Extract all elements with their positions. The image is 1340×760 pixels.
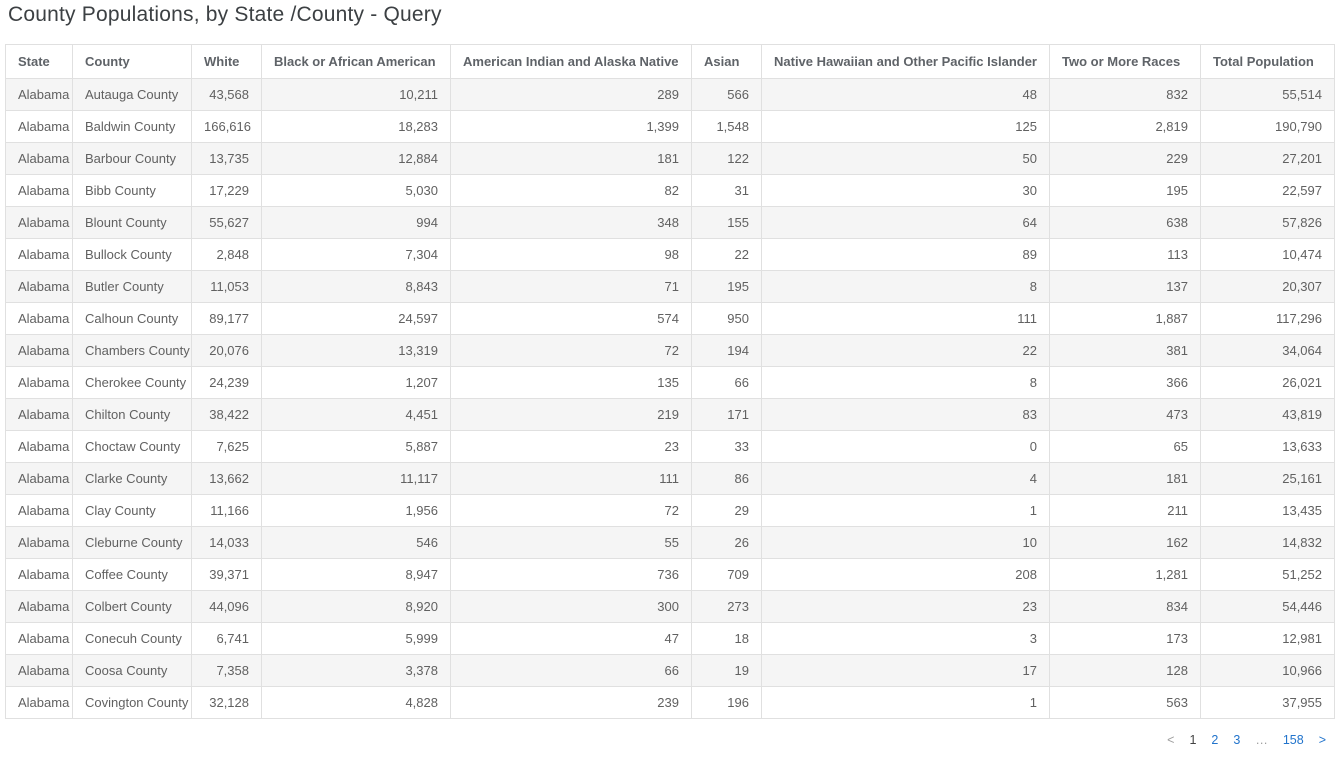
cell-total-population: 54,446 [1201, 591, 1335, 623]
table-row [6, 79, 1335, 111]
cell-native-hawaiian-and-other-pacific-islander: 111 [762, 303, 1050, 335]
cell-black-or-african-american: 18,283 [262, 111, 451, 143]
cell-county: Clarke County [73, 463, 192, 495]
cell-state: Alabama [6, 623, 73, 655]
table-row [6, 559, 1335, 591]
cell-asian: 31 [692, 175, 762, 207]
cell-county: Choctaw County [73, 431, 192, 463]
cell-state: Alabama [6, 687, 73, 719]
cell-state: Alabama [6, 111, 73, 143]
cell-state: Alabama [6, 79, 73, 111]
cell-two-or-more-races: 181 [1050, 463, 1201, 495]
page-title: County Populations, by State /County - Query [8, 3, 442, 26]
cell-native-hawaiian-and-other-pacific-islander: 8 [762, 367, 1050, 399]
table-row [6, 463, 1335, 495]
column-header-white: White [192, 45, 262, 79]
cell-native-hawaiian-and-other-pacific-islander: 10 [762, 527, 1050, 559]
table-row [6, 175, 1335, 207]
cell-state: Alabama [6, 591, 73, 623]
cell-state: Alabama [6, 143, 73, 175]
table-row [6, 303, 1335, 335]
cell-total-population: 26,021 [1201, 367, 1335, 399]
cell-white: 55,627 [192, 207, 262, 239]
cell-total-population: 22,597 [1201, 175, 1335, 207]
cell-american-indian-and-alaska-native: 111 [451, 463, 692, 495]
cell-white: 7,625 [192, 431, 262, 463]
cell-black-or-african-american: 546 [262, 527, 451, 559]
cell-county: Cherokee County [73, 367, 192, 399]
cell-state: Alabama [6, 335, 73, 367]
table-row [6, 143, 1335, 175]
data-table [5, 44, 1335, 719]
cell-white: 2,848 [192, 239, 262, 271]
column-header-county: County [73, 45, 192, 79]
cell-county: Chambers County [73, 335, 192, 367]
cell-black-or-african-american: 11,117 [262, 463, 451, 495]
cell-native-hawaiian-and-other-pacific-islander: 17 [762, 655, 1050, 687]
cell-white: 7,358 [192, 655, 262, 687]
cell-white: 24,239 [192, 367, 262, 399]
cell-two-or-more-races: 113 [1050, 239, 1201, 271]
cell-state: Alabama [6, 271, 73, 303]
cell-two-or-more-races: 1,887 [1050, 303, 1201, 335]
cell-total-population: 10,474 [1201, 239, 1335, 271]
cell-asian: 566 [692, 79, 762, 111]
cell-two-or-more-races: 162 [1050, 527, 1201, 559]
cell-two-or-more-races: 1,281 [1050, 559, 1201, 591]
cell-total-population: 12,981 [1201, 623, 1335, 655]
cell-county: Bibb County [73, 175, 192, 207]
cell-native-hawaiian-and-other-pacific-islander: 83 [762, 399, 1050, 431]
cell-native-hawaiian-and-other-pacific-islander: 64 [762, 207, 1050, 239]
cell-asian: 86 [692, 463, 762, 495]
cell-native-hawaiian-and-other-pacific-islander: 125 [762, 111, 1050, 143]
cell-native-hawaiian-and-other-pacific-islander: 3 [762, 623, 1050, 655]
pagination [1167, 733, 1326, 747]
cell-two-or-more-races: 173 [1050, 623, 1201, 655]
cell-two-or-more-races: 563 [1050, 687, 1201, 719]
cell-american-indian-and-alaska-native: 71 [451, 271, 692, 303]
cell-asian: 22 [692, 239, 762, 271]
pagination-page-current: 1 [1189, 733, 1197, 747]
cell-two-or-more-races: 381 [1050, 335, 1201, 367]
cell-native-hawaiian-and-other-pacific-islander: 30 [762, 175, 1050, 207]
cell-native-hawaiian-and-other-pacific-islander: 23 [762, 591, 1050, 623]
cell-native-hawaiian-and-other-pacific-islander: 8 [762, 271, 1050, 303]
cell-county: Butler County [73, 271, 192, 303]
pagination-next-button[interactable]: > [1318, 733, 1326, 747]
cell-two-or-more-races: 65 [1050, 431, 1201, 463]
cell-asian: 195 [692, 271, 762, 303]
cell-state: Alabama [6, 207, 73, 239]
cell-state: Alabama [6, 303, 73, 335]
cell-black-or-african-american: 4,451 [262, 399, 451, 431]
cell-county: Bullock County [73, 239, 192, 271]
cell-total-population: 14,832 [1201, 527, 1335, 559]
column-header-two-or-more-races: Two or More Races [1050, 45, 1201, 79]
cell-total-population: 55,514 [1201, 79, 1335, 111]
cell-american-indian-and-alaska-native: 239 [451, 687, 692, 719]
column-header-native-hawaiian-and-other-pacific-islander: Native Hawaiian and Other Pacific Islander [762, 45, 1050, 79]
cell-two-or-more-races: 195 [1050, 175, 1201, 207]
cell-total-population: 51,252 [1201, 559, 1335, 591]
cell-black-or-african-american: 3,378 [262, 655, 451, 687]
cell-total-population: 10,966 [1201, 655, 1335, 687]
cell-white: 13,662 [192, 463, 262, 495]
cell-state: Alabama [6, 495, 73, 527]
cell-white: 17,229 [192, 175, 262, 207]
cell-native-hawaiian-and-other-pacific-islander: 4 [762, 463, 1050, 495]
cell-white: 38,422 [192, 399, 262, 431]
cell-black-or-african-american: 5,030 [262, 175, 451, 207]
cell-native-hawaiian-and-other-pacific-islander: 1 [762, 687, 1050, 719]
cell-total-population: 43,819 [1201, 399, 1335, 431]
cell-two-or-more-races: 638 [1050, 207, 1201, 239]
pagination-ellipsis: … [1255, 733, 1268, 747]
cell-two-or-more-races: 211 [1050, 495, 1201, 527]
table-row [6, 271, 1335, 303]
cell-asian: 196 [692, 687, 762, 719]
cell-native-hawaiian-and-other-pacific-islander: 89 [762, 239, 1050, 271]
cell-native-hawaiian-and-other-pacific-islander: 48 [762, 79, 1050, 111]
cell-state: Alabama [6, 527, 73, 559]
cell-white: 6,741 [192, 623, 262, 655]
cell-total-population: 27,201 [1201, 143, 1335, 175]
cell-two-or-more-races: 229 [1050, 143, 1201, 175]
cell-state: Alabama [6, 399, 73, 431]
table-row [6, 399, 1335, 431]
cell-american-indian-and-alaska-native: 574 [451, 303, 692, 335]
cell-black-or-african-american: 994 [262, 207, 451, 239]
cell-black-or-african-american: 8,947 [262, 559, 451, 591]
cell-black-or-african-american: 12,884 [262, 143, 451, 175]
cell-county: Chilton County [73, 399, 192, 431]
cell-black-or-african-american: 10,211 [262, 79, 451, 111]
cell-asian: 29 [692, 495, 762, 527]
table-row [6, 367, 1335, 399]
cell-two-or-more-races: 137 [1050, 271, 1201, 303]
cell-two-or-more-races: 473 [1050, 399, 1201, 431]
cell-black-or-african-american: 5,999 [262, 623, 451, 655]
cell-white: 43,568 [192, 79, 262, 111]
pagination-page-2[interactable]: 2 [1211, 733, 1219, 747]
cell-asian: 26 [692, 527, 762, 559]
cell-total-population: 57,826 [1201, 207, 1335, 239]
cell-white: 20,076 [192, 335, 262, 367]
cell-black-or-african-american: 1,207 [262, 367, 451, 399]
cell-native-hawaiian-and-other-pacific-islander: 50 [762, 143, 1050, 175]
column-header-american-indian-and-alaska-native: American Indian and Alaska Native [451, 45, 692, 79]
cell-native-hawaiian-and-other-pacific-islander: 1 [762, 495, 1050, 527]
cell-state: Alabama [6, 431, 73, 463]
cell-american-indian-and-alaska-native: 66 [451, 655, 692, 687]
cell-american-indian-and-alaska-native: 1,399 [451, 111, 692, 143]
cell-white: 166,616 [192, 111, 262, 143]
cell-asian: 66 [692, 367, 762, 399]
table-row [6, 431, 1335, 463]
cell-state: Alabama [6, 655, 73, 687]
cell-black-or-african-american: 7,304 [262, 239, 451, 271]
cell-black-or-african-american: 24,597 [262, 303, 451, 335]
cell-american-indian-and-alaska-native: 55 [451, 527, 692, 559]
table-row [6, 591, 1335, 623]
table-body [6, 79, 1335, 719]
pagination-prev-button[interactable]: < [1167, 733, 1175, 747]
cell-total-population: 34,064 [1201, 335, 1335, 367]
pagination-page-158[interactable]: 158 [1282, 733, 1304, 747]
pagination-page-3[interactable]: 3 [1233, 733, 1241, 747]
cell-american-indian-and-alaska-native: 348 [451, 207, 692, 239]
cell-county: Cleburne County [73, 527, 192, 559]
cell-black-or-african-american: 1,956 [262, 495, 451, 527]
cell-native-hawaiian-and-other-pacific-islander: 208 [762, 559, 1050, 591]
table-row [6, 527, 1335, 559]
table-row [6, 335, 1335, 367]
cell-asian: 19 [692, 655, 762, 687]
cell-american-indian-and-alaska-native: 72 [451, 495, 692, 527]
cell-asian: 33 [692, 431, 762, 463]
cell-two-or-more-races: 832 [1050, 79, 1201, 111]
cell-total-population: 25,161 [1201, 463, 1335, 495]
cell-black-or-african-american: 5,887 [262, 431, 451, 463]
cell-asian: 950 [692, 303, 762, 335]
cell-total-population: 13,435 [1201, 495, 1335, 527]
cell-black-or-african-american: 4,828 [262, 687, 451, 719]
table-row [6, 687, 1335, 719]
cell-american-indian-and-alaska-native: 219 [451, 399, 692, 431]
cell-american-indian-and-alaska-native: 82 [451, 175, 692, 207]
cell-county: Colbert County [73, 591, 192, 623]
cell-county: Autauga County [73, 79, 192, 111]
cell-county: Clay County [73, 495, 192, 527]
cell-black-or-african-american: 8,920 [262, 591, 451, 623]
cell-county: Calhoun County [73, 303, 192, 335]
cell-white: 11,053 [192, 271, 262, 303]
cell-two-or-more-races: 2,819 [1050, 111, 1201, 143]
cell-county: Conecuh County [73, 623, 192, 655]
table-row [6, 495, 1335, 527]
cell-total-population: 37,955 [1201, 687, 1335, 719]
cell-state: Alabama [6, 367, 73, 399]
cell-state: Alabama [6, 239, 73, 271]
cell-asian: 709 [692, 559, 762, 591]
cell-asian: 122 [692, 143, 762, 175]
cell-white: 39,371 [192, 559, 262, 591]
cell-total-population: 190,790 [1201, 111, 1335, 143]
cell-american-indian-and-alaska-native: 47 [451, 623, 692, 655]
column-header-black-or-african-american: Black or African American [262, 45, 451, 79]
cell-american-indian-and-alaska-native: 23 [451, 431, 692, 463]
table-row [6, 655, 1335, 687]
cell-white: 13,735 [192, 143, 262, 175]
cell-county: Blount County [73, 207, 192, 239]
cell-american-indian-and-alaska-native: 181 [451, 143, 692, 175]
cell-american-indian-and-alaska-native: 135 [451, 367, 692, 399]
cell-total-population: 117,296 [1201, 303, 1335, 335]
cell-state: Alabama [6, 463, 73, 495]
cell-county: Barbour County [73, 143, 192, 175]
cell-native-hawaiian-and-other-pacific-islander: 22 [762, 335, 1050, 367]
cell-native-hawaiian-and-other-pacific-islander: 0 [762, 431, 1050, 463]
cell-asian: 1,548 [692, 111, 762, 143]
column-header-state: State [6, 45, 73, 79]
cell-asian: 155 [692, 207, 762, 239]
cell-white: 89,177 [192, 303, 262, 335]
cell-white: 44,096 [192, 591, 262, 623]
cell-county: Coffee County [73, 559, 192, 591]
cell-american-indian-and-alaska-native: 98 [451, 239, 692, 271]
table-header-row [6, 45, 1335, 79]
cell-american-indian-and-alaska-native: 736 [451, 559, 692, 591]
cell-county: Coosa County [73, 655, 192, 687]
cell-white: 14,033 [192, 527, 262, 559]
cell-two-or-more-races: 366 [1050, 367, 1201, 399]
cell-total-population: 20,307 [1201, 271, 1335, 303]
cell-state: Alabama [6, 559, 73, 591]
cell-asian: 273 [692, 591, 762, 623]
cell-state: Alabama [6, 175, 73, 207]
table-row [6, 207, 1335, 239]
table-row [6, 623, 1335, 655]
table-row [6, 239, 1335, 271]
cell-total-population: 13,633 [1201, 431, 1335, 463]
cell-american-indian-and-alaska-native: 72 [451, 335, 692, 367]
cell-white: 11,166 [192, 495, 262, 527]
cell-asian: 18 [692, 623, 762, 655]
cell-two-or-more-races: 834 [1050, 591, 1201, 623]
cell-black-or-african-american: 8,843 [262, 271, 451, 303]
table-row [6, 111, 1335, 143]
cell-asian: 171 [692, 399, 762, 431]
cell-american-indian-and-alaska-native: 300 [451, 591, 692, 623]
cell-white: 32,128 [192, 687, 262, 719]
cell-county: Covington County [73, 687, 192, 719]
cell-asian: 194 [692, 335, 762, 367]
cell-county: Baldwin County [73, 111, 192, 143]
cell-american-indian-and-alaska-native: 289 [451, 79, 692, 111]
cell-two-or-more-races: 128 [1050, 655, 1201, 687]
column-header-asian: Asian [692, 45, 762, 79]
column-header-total-population: Total Population [1201, 45, 1335, 79]
query-results-table-container [5, 44, 1335, 719]
cell-black-or-african-american: 13,319 [262, 335, 451, 367]
